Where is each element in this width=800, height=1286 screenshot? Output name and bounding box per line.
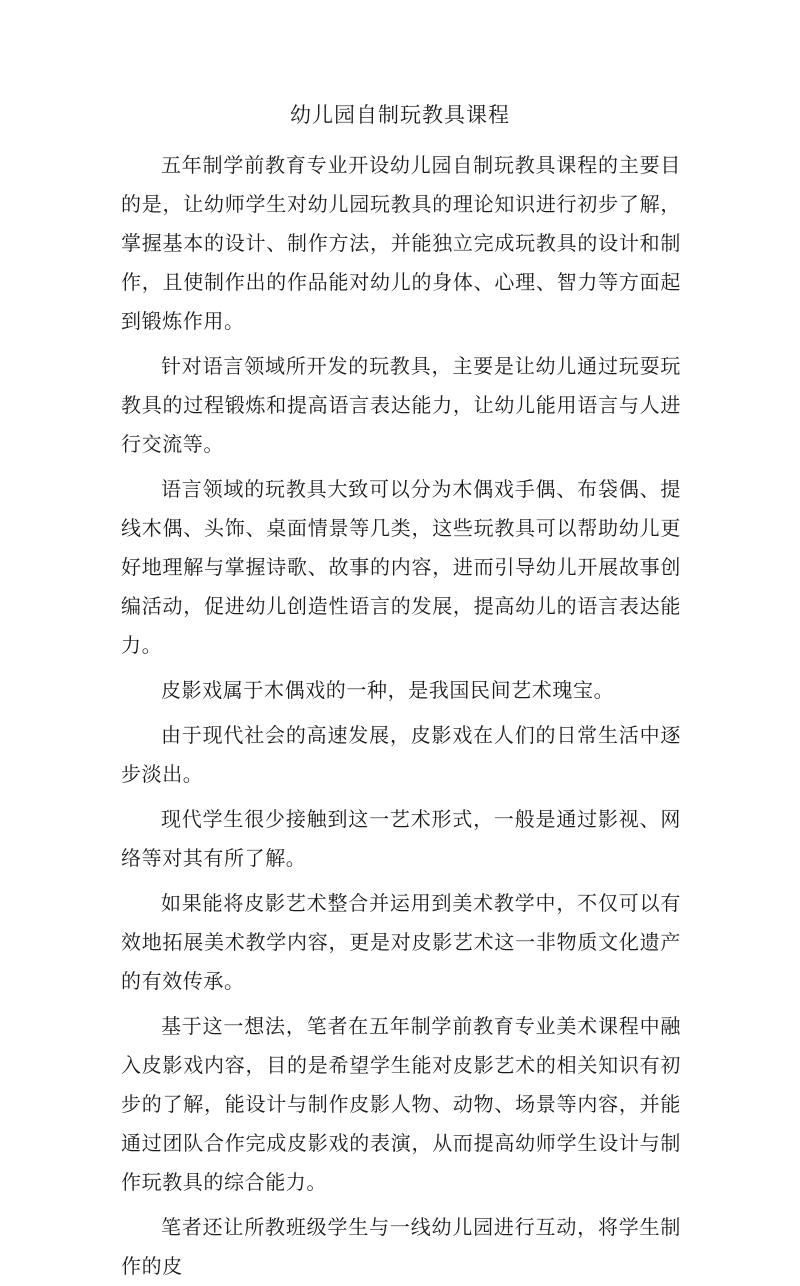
document-title: 幼儿园自制玩教具课程 [290, 103, 510, 127]
paragraph: 如果能将皮影艺术整合并运用到美术教学中，不仅可以有效地拓展美术教学内容，更是对皮影艺术这一非物质文化遗产的有效传承。 [121, 891, 681, 993]
paragraph: 现代学生很少接触到这一艺术形式，一般是通过影视、网络等对其有所了解。 [121, 807, 681, 870]
paragraph: 皮影戏属于木偶戏的一种，是我国民间艺术瑰宝。 [161, 678, 615, 702]
document-body [121, 146, 681, 1286]
paragraph: 由于现代社会的高速发展，皮影戏在人们的日常生活中逐步淡出。 [121, 723, 681, 786]
paragraph: 针对语言领域所开发的玩教具，主要是让幼儿通过玩耍玩教具的过程锻炼和提高语言表达能力，让幼儿能用语言与人进行交流等。 [121, 354, 681, 456]
paragraph: 笔者还让所教班级学生与一线幼儿园进行互动，将学生制作的皮 [121, 1215, 681, 1278]
paragraph: 五年制学前教育专业开设幼儿园自制玩教具课程的主要目的是，让幼师学生对幼儿园玩教具的理论知识进行初步了解，掌握基本的设计、制作方法，并能独立完成玩教具的设计和制作，且使制作出的作品能对幼儿的身体、心理、智力等方面起到锻炼作用。 [121, 153, 681, 333]
paragraph: 基于这一想法，笔者在五年制学前教育专业美术课程中融入皮影戏内容，目的是希望学生能对皮影艺术的相关知识有初步的了解，能设计与制作皮影人物、动物、场景等内容，并能通过团队合作完成皮影戏的表演，从而提高幼师学生设计与制作玩教具的综合能力。 [121, 1014, 681, 1194]
paragraph: 语言领域的玩教具大致可以分为木偶戏手偶、布袋偶、提线木偶、头饰、桌面情景等几类，这些玩教具可以帮助幼儿更好地理解与掌握诗歌、故事的内容，进而引导幼儿开展故事创编活动，促进幼儿创造性语言的发展，提高幼儿的语言表达能力。 [121, 477, 681, 657]
